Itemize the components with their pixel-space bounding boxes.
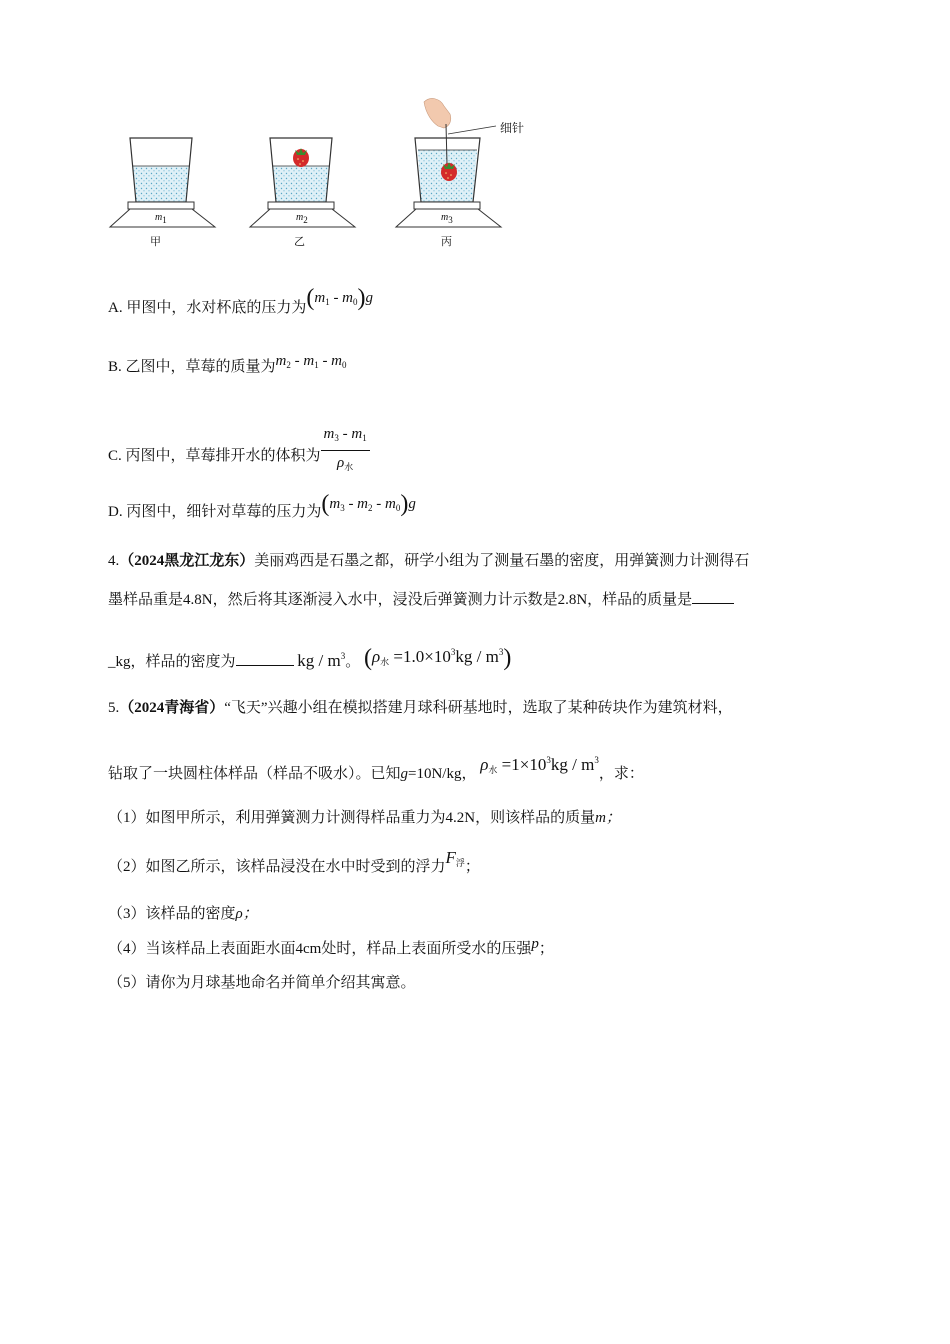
hand-icon — [424, 99, 451, 128]
caption-jia: 甲 — [150, 236, 161, 248]
option-a-formula: $(m_1 - m_0)g$ — [306, 285, 374, 311]
strawberry-icon — [293, 148, 309, 167]
scale-label-1: m1 — [155, 212, 167, 225]
scale-label-2: m2 — [296, 212, 308, 225]
q5-item-3: （3）该样品的密度ρ； — [108, 906, 258, 922]
needle-label: 细针 — [500, 121, 525, 135]
q4-line1: 4.（2024黑龙江龙东）美丽鸡西是石墨之都，研学小组为了测量石墨的密度，用弹簧测力计测得石 — [108, 553, 750, 569]
q4-blank-mass[interactable] — [692, 589, 734, 604]
q4-source: （2024黑龙江龙东） — [119, 553, 255, 569]
q5-given: $\rho_水 =1\times 10^3kg / m^3$ — [480, 755, 599, 775]
q4-line3: _kg，样品的密度为 kg / $m^3$。 $(\rho_水 =1.0\times 10^3kg / m^3)$ — [108, 645, 512, 671]
q4-blank-density[interactable] — [236, 651, 294, 666]
option-a: A. 甲图中，水对杯底的压力为$(m_1 - m_0)g$ — [108, 285, 374, 316]
caption-yi: 乙 — [294, 236, 305, 248]
q5-source: （2024青海省） — [119, 700, 225, 716]
option-c-formula: $\frac{m_3 - m_1}{\rho_水}$ — [321, 424, 370, 477]
panel-bing — [396, 99, 501, 227]
option-b: B. 乙图中，草莓的质量为$m_2 - m_1 - m_0$ — [108, 353, 347, 375]
scale-label-3: m3 — [441, 212, 453, 225]
q5-item-5: （5）请你为月球基地命名并简单介绍其寓意。 — [108, 975, 416, 991]
q5-item-1: （1）如图甲所示，利用弹簧测力计测得样品重力为4.2N，则该样品的质量m； — [108, 810, 621, 826]
q4-line2: 墨样品重是4.8N，然后将其逐渐浸入水中，浸没后弹簧测力计示数是2.8N，样品的质量是 — [108, 589, 734, 610]
option-d-formula: $(m_3 - m_2 - m_0)g$ — [321, 491, 416, 517]
option-b-formula: $m_2 - m_1 - m_0$ — [275, 353, 347, 370]
q5-line1: 5.（2024青海省）“飞天”兴趣小组在模拟搭建月球科研基地时，选取了某种砖块作为建筑材料， — [108, 700, 733, 716]
option-d: D. 丙图中，细针对草莓的压力为$(m_3 - m_2 - m_0)g$ — [108, 491, 416, 520]
caption-bing: 丙 — [441, 236, 452, 248]
q5-item-2: （2）如图乙所示，该样品浸没在水中时受到的浮力$F_浮$； — [108, 848, 480, 875]
q5-line2: 钻取了一块圆柱体样品（样品不吸水）。已知g=10N/kg， $\rho_水 =1\times 10^3kg / m^3$，求： — [108, 755, 644, 782]
q4-unit: kg / $m^3$ — [297, 651, 346, 670]
option-c: C. 丙图中，草莓排开水的体积为 $\frac{m_3 - m_1}{\rho_水}$ — [108, 430, 370, 483]
strawberry-icon — [441, 162, 457, 181]
q5-item-4: （4）当该样品上表面距水面4cm处时，样品上表面所受水的压强p； — [108, 936, 554, 957]
q4-given: $(\rho_水 =1.0\times 10^3kg / m^3)$ — [363, 645, 512, 671]
experiment-figure — [100, 92, 540, 252]
